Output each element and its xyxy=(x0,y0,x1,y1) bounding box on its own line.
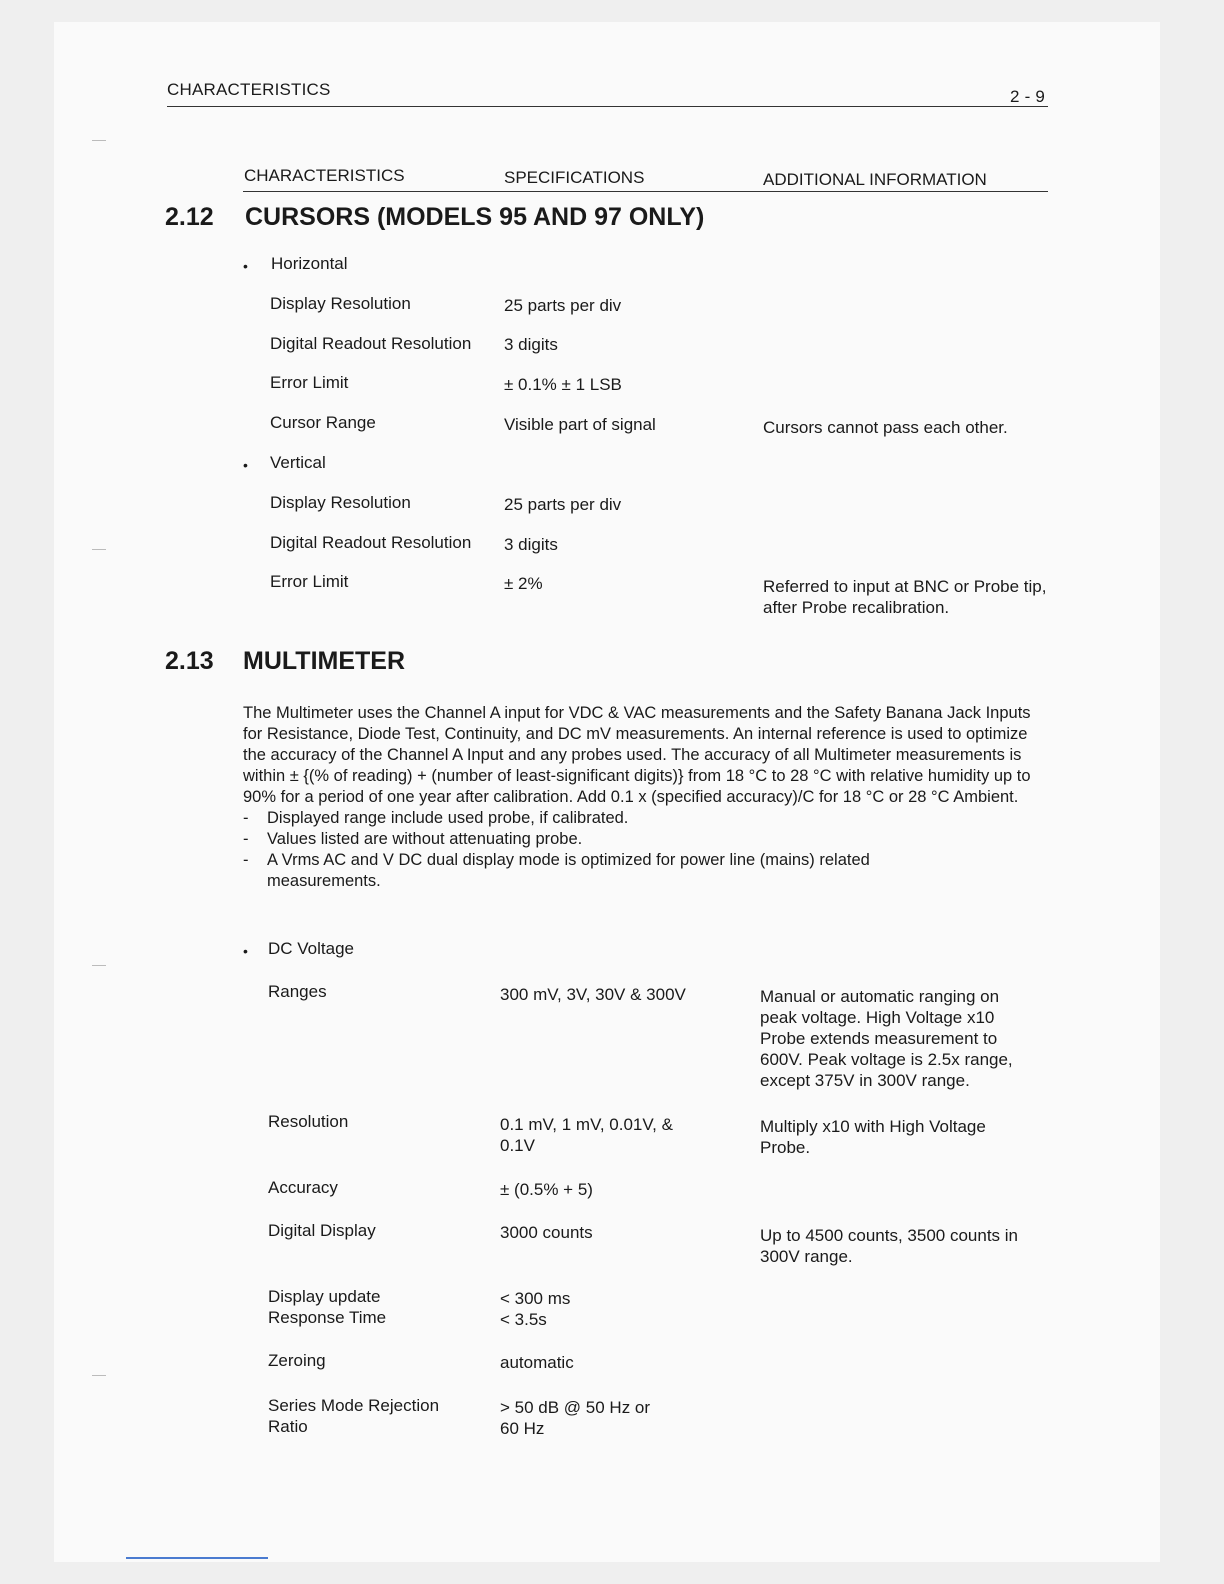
row-name: Ranges xyxy=(268,982,327,1001)
column-header-specifications: SPECIFICATIONS xyxy=(504,168,645,187)
section-number-2-12: 2.12 xyxy=(165,203,214,231)
row-spec: 3 digits xyxy=(504,535,558,554)
row-spec: ± (0.5% + 5) xyxy=(500,1180,593,1199)
group-label-dc-voltage: DC Voltage xyxy=(268,939,354,958)
row-spec: automatic xyxy=(500,1353,574,1372)
column-header-rule xyxy=(243,191,1048,192)
row-spec: 25 parts per div xyxy=(504,296,622,315)
row-name: Digital Readout Resolution xyxy=(270,334,472,353)
row-spec: 3000 counts xyxy=(500,1223,593,1242)
row-spec: 3 digits xyxy=(504,335,558,354)
row-spec: ± 2% xyxy=(504,574,543,593)
row-name: Display Resolution xyxy=(270,294,411,313)
group-label-horizontal: Horizontal xyxy=(271,254,348,273)
row-spec: < 300 ms xyxy=(500,1289,571,1308)
row-name: Display Resolution xyxy=(270,493,411,512)
column-header-characteristics: CHARACTERISTICS xyxy=(244,166,405,185)
row-name: Display update xyxy=(268,1287,381,1306)
note-item: - Values listed are without attenuating probe. xyxy=(243,830,583,848)
row-info: Referred to input at BNC or Probe tip, after Probe recalibration. xyxy=(763,577,1047,617)
multimeter-intro: The Multimeter uses the Channel A input for VDC & VAC measurements and the Safety Banana Jack Inputs for Resistance, Diode Test, Continuity, and DC mV measurements. An internal reference is used to optimize the accuracy of the Channel A Input and any probes used. The accuracy of all Multimeter measurements is within ± {(% of reading) + (number of least-significant digits)} from 18 °C to 28 °C with relative humidity up to 90% for a period of one year after calibration. Add 0.1 x (specified accuracy)/C for 18 °C or 28 °C Ambient. xyxy=(243,704,1031,806)
row-name: Series Mode Rejection Ratio xyxy=(268,1396,440,1436)
section-title-multimeter: MULTIMETER xyxy=(243,647,406,675)
row-name: Digital Readout Resolution xyxy=(270,533,472,552)
row-info: Manual or automatic ranging on peak voltage. High Voltage x10 Probe extends measurement to 600V. Peak voltage is 2.5x range, except 375V in 300V range. xyxy=(760,987,1013,1090)
margin-mark xyxy=(92,965,106,966)
margin-mark xyxy=(92,1375,106,1376)
bullet-icon: • xyxy=(243,943,248,959)
margin-mark xyxy=(92,549,106,550)
group-label-vertical: Vertical xyxy=(270,453,326,472)
row-name: Zeroing xyxy=(268,1351,326,1370)
bullet-icon: • xyxy=(243,258,248,274)
note-item: - A Vrms AC and V DC dual display mode is optimized for power line (mains) related measurements. xyxy=(243,851,870,890)
row-spec: < 3.5s xyxy=(500,1310,547,1329)
row-info: Multiply x10 with High Voltage Probe. xyxy=(760,1117,986,1157)
row-spec: 0.1 mV, 1 mV, 0.01V, & 0.1V xyxy=(500,1115,673,1155)
footer-rule xyxy=(126,1557,268,1559)
section-title-cursors: CURSORS (MODELS 95 AND 97 ONLY) xyxy=(245,203,705,231)
row-spec: 25 parts per div xyxy=(504,495,622,514)
page-number: 2 - 9 xyxy=(1010,87,1046,106)
row-name: Cursor Range xyxy=(270,413,376,432)
running-header-title: CHARACTERISTICS xyxy=(167,80,331,99)
row-name: Error Limit xyxy=(270,373,349,392)
row-spec: ± 0.1% ± 1 LSB xyxy=(504,375,622,394)
row-info: Up to 4500 counts, 3500 counts in 300V range. xyxy=(760,1226,1019,1266)
bullet-icon: • xyxy=(243,457,248,473)
row-spec: Visible part of signal xyxy=(504,415,656,434)
header-rule xyxy=(167,106,1048,107)
row-name: Response Time xyxy=(268,1308,387,1327)
row-name: Resolution xyxy=(268,1112,349,1131)
row-info: Cursors cannot pass each other. xyxy=(763,418,1008,437)
margin-mark xyxy=(92,140,106,141)
row-name: Error Limit xyxy=(270,572,349,591)
note-item: - Displayed range include used probe, if calibrated. xyxy=(243,809,629,827)
row-spec: 300 mV, 3V, 30V & 300V xyxy=(500,985,686,1004)
row-name: Accuracy xyxy=(268,1178,338,1197)
column-header-additional-information: ADDITIONAL INFORMATION xyxy=(763,170,987,189)
row-name: Digital Display xyxy=(268,1221,376,1240)
multimeter-description xyxy=(243,703,1049,892)
row-spec: > 50 dB @ 50 Hz or 60 Hz xyxy=(500,1398,651,1438)
section-number-2-13: 2.13 xyxy=(165,647,214,675)
